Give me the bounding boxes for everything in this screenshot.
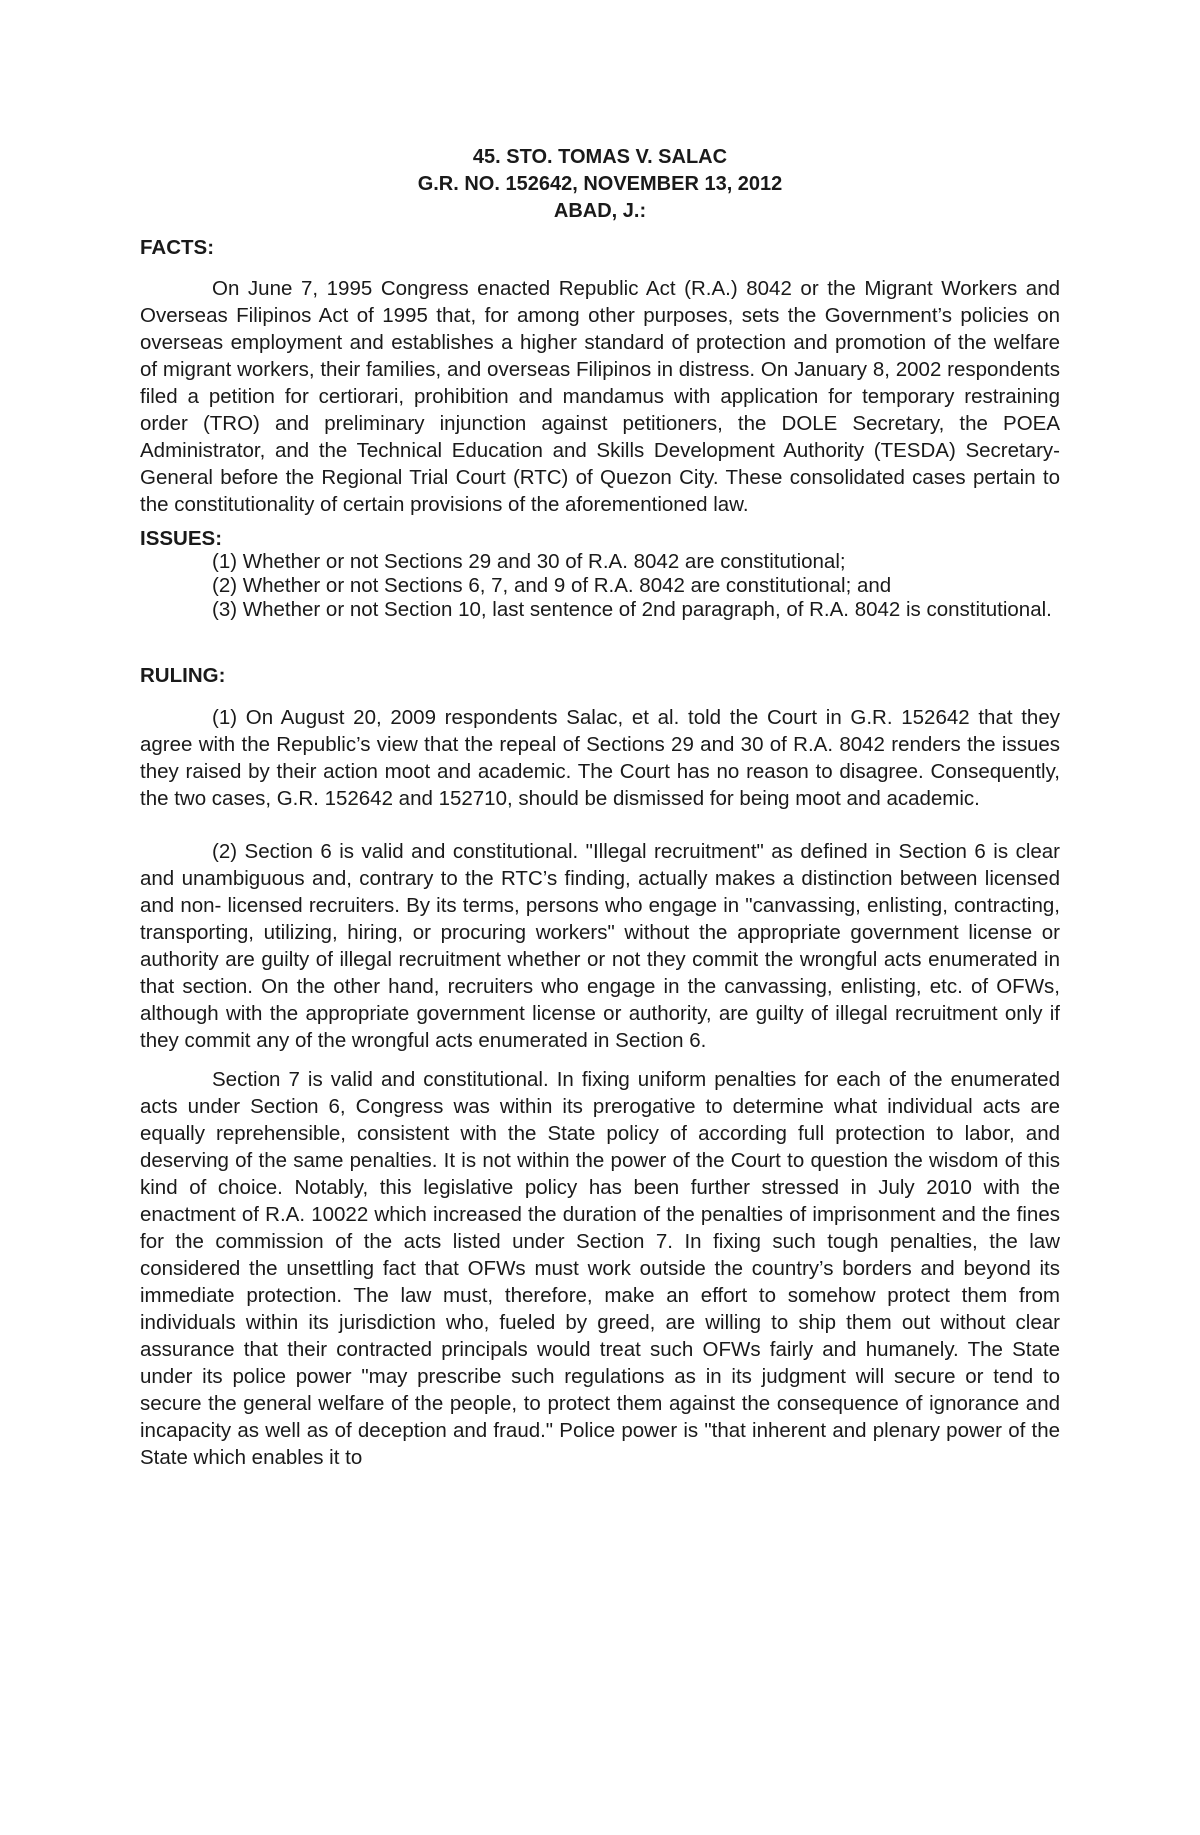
- ponente: ABAD, J.:: [553, 200, 647, 222]
- ruling-paragraph-1: (1) On August 20, 2009 respondents Salac, et al. told the Court in G.R. 152642 that they agree with the Republic’s view that the repeal of Sections 29 and 30 of R.A. 8042 renders the issues they raised by their action moot and academic. The Court has no reason to disagree. Consequently, the two cases, G.R. 152642 and 152710, should be dismissed for being moot and academic.: [140, 706, 1060, 810]
- issue-item-1: (1) Whether or not Sections 29 and 30 of R.A. 8042 are constitutional;: [212, 550, 846, 573]
- ruling-paragraph-3: Section 7 is valid and constitutional. In fixing uniform penalties for each of the enumerated acts under Section 6, Congress was within its prerogative to determine what individual acts are equally reprehensible, consistent with the State policy of according full protection to labor, and deserving of the same penalties. It is not within the power of the Court to question the wisdom of this kind of choice. Notably, this legislative policy has been further stressed in July 2010 with the enactment of R.A. 10022 which increased the duration of the penalties of imprisonment and the fines for the commission of the acts listed under Section 7. In fixing such tough penalties, the law considered the unsettling fact that OFWs must work outside the country’s borders and beyond its immediate protection. The law must, therefore, make an effort to somehow protect them from individuals within its jurisdiction who, fueled by greed, are willing to ship them out without clear assurance that their contracted principals would treat such OFWs fairly and humanely. The State under its police power "may prescribe such regulations as in its judgment will secure or tend to secure the general welfare of the people, to protect them against the consequence of ignorance and incapacity as well as of deception and fraud." Police power is "that inherent and plenary power of the State which enables it to: [140, 1068, 1060, 1469]
- issues-heading: ISSUES:: [140, 527, 223, 550]
- facts-heading: FACTS:: [140, 236, 215, 259]
- issue-item-3: (3) Whether or not Section 10, last sentence of 2nd paragraph, of R.A. 8042 is constitutional.: [212, 598, 1052, 621]
- case-header: [140, 144, 1060, 225]
- facts-paragraph: On June 7, 1995 Congress enacted Republic Act (R.A.) 8042 or the Migrant Workers and Overseas Filipinos Act of 1995 that, for among other purposes, sets the Government’s policies on overseas employment and establishes a higher standard of protection and promotion of the welfare of migrant workers, their families, and overseas Filipinos in distress. On January 8, 2002 respondents filed a petition for certiorari, prohibition and mandamus with application for temporary restraining order (TRO) and preliminary injunction against petitioners, the DOLE Secretary, the POEA Administrator, and the Technical Education and Skills Development Authority (TESDA) Secretary-General before the Regional Trial Court (RTC) of Quezon City. These consolidated cases pertain to the constitutionality of certain provisions of the aforementioned law.: [140, 277, 1060, 516]
- ruling-paragraph-2: (2) Section 6 is valid and constitutional. "Illegal recruitment" as defined in Section 6 is clear and unambiguous and, contrary to the RTC’s finding, actually makes a distinction between licensed and non- licensed recruiters. By its terms, persons who engage in "canvassing, enlisting, contracting, transporting, utilizing, hiring, or procuring workers" without the appropriate government license or authority are guilty of illegal recruitment whether or not they commit the wrongful acts enumerated in that section. On the other hand, recruiters who engage in the canvassing, enlisting, etc. of OFWs, although with the appropriate government license or authority, are guilty of illegal recruitment only if they commit any of the wrongful acts enumerated in Section 6.: [140, 840, 1060, 1052]
- case-title: 45. STO. TOMAS V. SALAC: [472, 146, 728, 168]
- case-number: G.R. NO. 152642, NOVEMBER 13, 2012: [417, 173, 783, 195]
- issue-item-2: (2) Whether or not Sections 6, 7, and 9 of R.A. 8042 are constitutional; and: [212, 574, 892, 597]
- ruling-heading: RULING:: [140, 664, 226, 687]
